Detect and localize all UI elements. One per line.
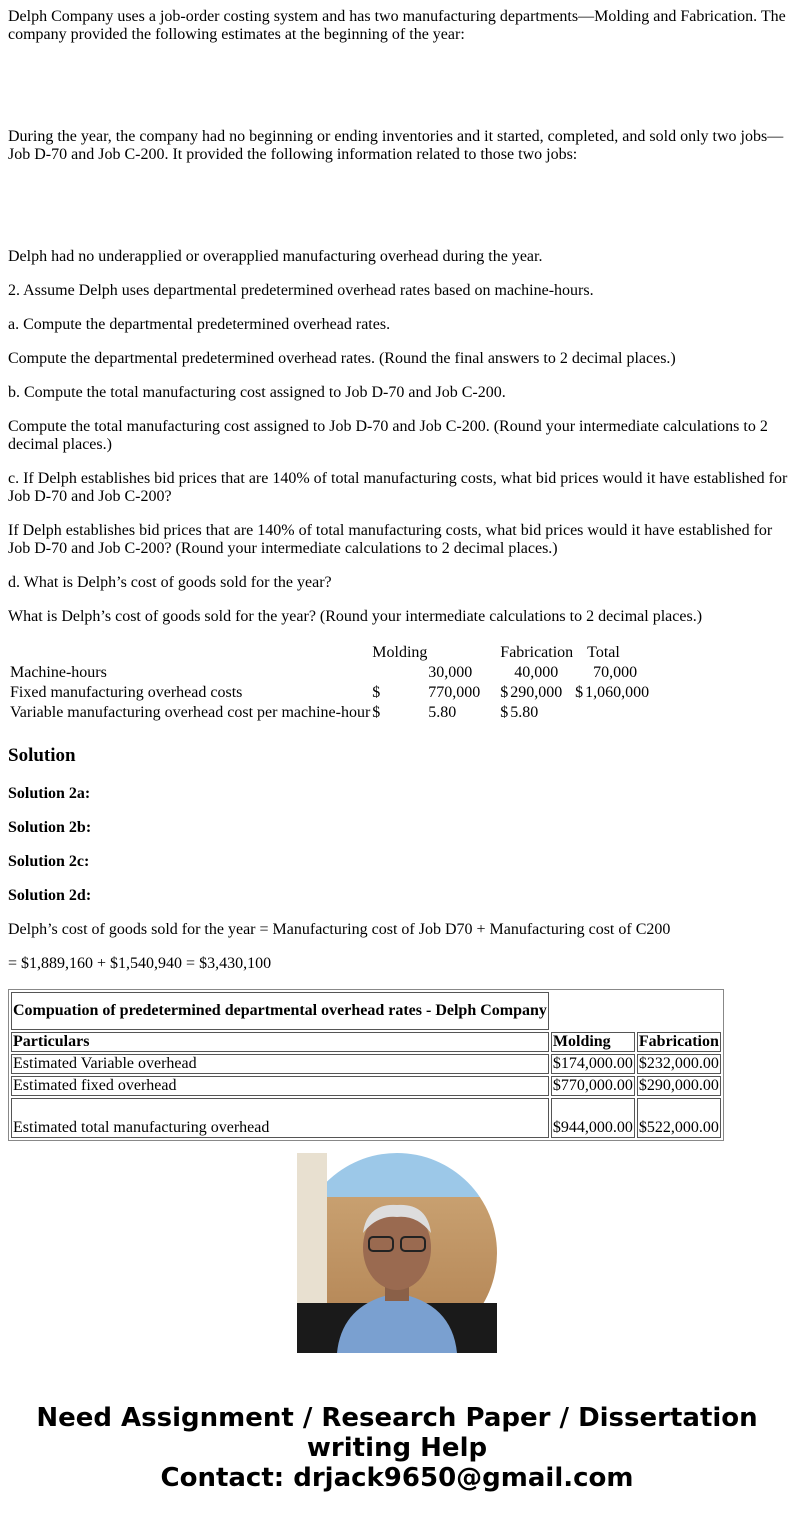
row-label: Fixed manufacturing overhead costs — [10, 684, 243, 701]
footer-line-2: writing Help — [306, 1433, 488, 1463]
question-d-detail: What is Delph’s cost of goods sold for the year? (Round your intermediate calculations to 2 decimal places.) — [8, 608, 703, 625]
cell: 290,000 — [510, 684, 563, 701]
cell: 5.80 — [510, 704, 539, 721]
table-title: Compuation of predetermined departmental overhead rates - Delph Company — [11, 992, 549, 1030]
cell — [575, 704, 583, 722]
cell: $290,000.00 — [638, 1077, 719, 1094]
cell — [575, 664, 583, 682]
footer-line-1: Need Assignment / Research Paper / Dissertation — [36, 1403, 758, 1433]
header-fabrication: Fabrication — [500, 644, 574, 661]
author-photo — [297, 1153, 497, 1353]
cell: $ — [372, 704, 381, 721]
cogs-formula: Delph’s cost of goods sold for the year = Manufacturing cost of Job D70 + Manufacturing cost of C200 — [8, 921, 671, 938]
cogs-value: = $1,889,160 + $1,540,940 = $3,430,100 — [8, 955, 272, 972]
document-content — [8, 0, 790, 1136]
question-d: d. What is Delph’s cost of goods sold for the year? — [8, 574, 332, 591]
row-label: Variable manufacturing overhead cost per machine-hour — [10, 704, 371, 721]
cell: $ — [500, 684, 509, 701]
cell: 40,000 — [514, 664, 559, 681]
cell: $ — [500, 704, 509, 721]
footer-contact: Contact: drjack9650@gmail.com — [160, 1463, 634, 1493]
cell: $232,000.00 — [638, 1055, 719, 1072]
cell: 5.80 — [428, 704, 457, 721]
cell: $944,000.00 — [551, 1098, 635, 1138]
question-a-detail: Compute the departmental predetermined overhead rates. (Round the final answers to 2 decimal places.) — [8, 350, 676, 367]
cell: Estimated total manufacturing overhead — [11, 1098, 549, 1138]
table-row — [11, 1076, 721, 1096]
cell: $522,000.00 — [637, 1098, 721, 1138]
solution-2a: Solution 2a: — [8, 785, 91, 802]
cell: 70,000 — [593, 664, 638, 681]
cell: 30,000 — [428, 664, 473, 681]
solution-2b: Solution 2b: — [8, 819, 92, 836]
cell: $770,000.00 — [552, 1077, 633, 1094]
header-molding: Molding — [372, 644, 428, 661]
question-a: a. Compute the departmental predetermined overhead rates. — [8, 316, 391, 333]
footer-banner — [0, 1403, 794, 1493]
table-row — [11, 1054, 721, 1074]
header-fabrication: Fabrication — [638, 1033, 719, 1050]
table-row — [10, 684, 649, 702]
solution-2c: Solution 2c: — [8, 853, 90, 870]
cell: 770,000 — [428, 684, 481, 701]
question-b-detail: Compute the total manufacturing cost assigned to Job D-70 and Job C-200. (Round your intermediate calculations to 2 decimal places.) — [8, 418, 768, 453]
empty-cell — [637, 992, 721, 1030]
table-row — [10, 664, 649, 682]
intro-text: Delph Company uses a job-order costing system and has two manufacturing departments—Molding and Fabrication. The company provided the following estimates at the beginning of the year: — [8, 8, 786, 43]
no-under-text: Delph had no underapplied or overapplied manufacturing overhead during the year. — [8, 248, 543, 265]
computation-table — [8, 989, 724, 1141]
question-c: c. If Delph establishes bid prices that are 140% of total manufacturing costs, what bid prices would it have established for Job D-70 and Job C-200? — [8, 470, 788, 505]
solution-2d: Solution 2d: — [8, 887, 92, 904]
header-particulars: Particulars — [11, 1032, 549, 1052]
cell: $ — [372, 684, 381, 701]
question-2: 2. Assume Delph uses departmental predetermined overhead rates based on machine-hours. — [8, 282, 594, 299]
table-row — [11, 1098, 721, 1138]
header-molding: Molding — [551, 1032, 635, 1052]
cell: $174,000.00 — [552, 1055, 633, 1072]
cell: $ — [575, 684, 584, 701]
header-total: Total — [587, 644, 620, 661]
cell — [585, 704, 649, 722]
cell — [372, 664, 426, 682]
cell — [500, 664, 508, 682]
empty-cell — [551, 992, 635, 1030]
solution-heading: Solution — [8, 745, 76, 766]
cell: Estimated fixed overhead — [11, 1076, 549, 1096]
question-b: b. Compute the total manufacturing cost assigned to Job D-70 and Job C-200. — [8, 384, 506, 401]
table-row — [10, 704, 649, 722]
cell: 1,060,000 — [585, 684, 650, 701]
row-label: Machine-hours — [10, 664, 107, 681]
cell: Estimated Variable overhead — [11, 1054, 549, 1074]
jobs-intro-text: During the year, the company had no beginning or ending inventories and it started, completed, and sold only two jobs—Job D-70 and Job C-200. It provided the following information related to those two jobs: — [8, 128, 784, 163]
estimates-table — [8, 642, 651, 724]
question-c-detail: If Delph establishes bid prices that are 140% of total manufacturing costs, what bid prices would it have established for Job D-70 and Job C-200? (Round your intermediate calculations to 2 decimal places.) — [8, 522, 773, 557]
